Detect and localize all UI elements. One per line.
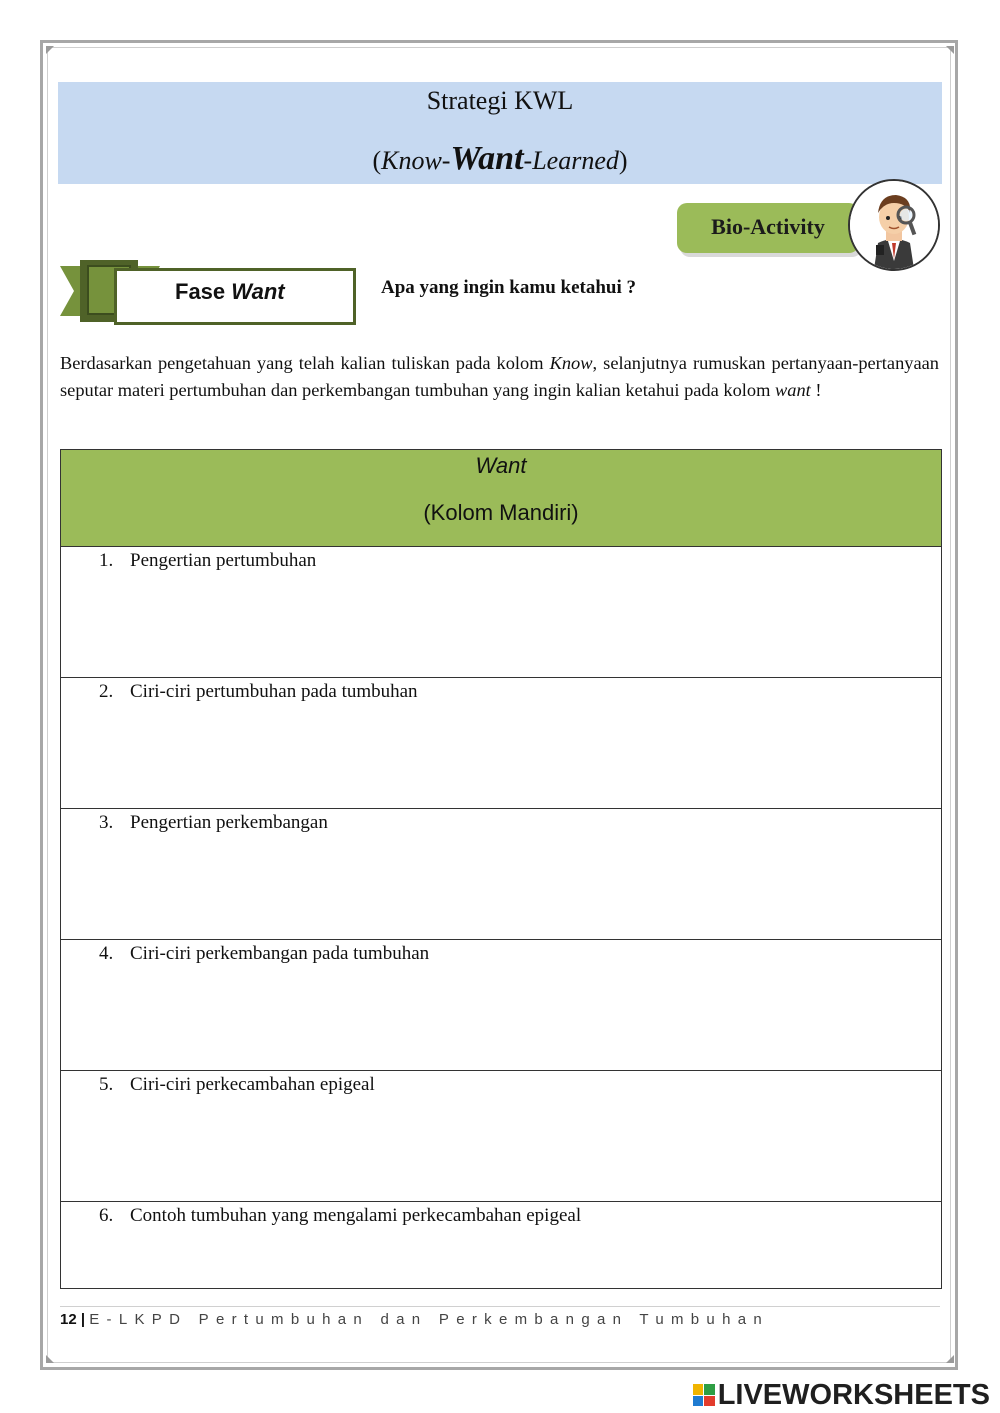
liveworksheets-icon	[693, 1384, 715, 1406]
phase-question: Apa yang ingin kamu ketahui ?	[381, 277, 636, 298]
row-text: Ciri-ciri perkecambahan epigeal	[130, 1074, 375, 1095]
page-title: Strategi KWL	[426, 86, 574, 115]
table-row[interactable]	[61, 678, 941, 809]
title-banner	[58, 82, 942, 184]
row-number: 1.	[99, 550, 114, 571]
corner-ornament	[946, 1355, 954, 1363]
corner-ornament	[946, 46, 954, 54]
footer-divider	[60, 1306, 940, 1307]
footer-title: E-LKPD Pertumbuhan dan Perkembangan Tumbuhan	[89, 1311, 769, 1328]
row-text: Ciri-ciri pertumbuhan pada tumbuhan	[130, 681, 418, 702]
row-number: 3.	[99, 812, 114, 833]
bio-activity-badge	[677, 203, 859, 253]
corner-ornament	[46, 46, 54, 54]
row-number: 6.	[99, 1205, 114, 1226]
bio-activity-label: Bio-Activity	[711, 214, 825, 239]
scientist-avatar-icon	[848, 179, 940, 271]
want-table	[60, 449, 942, 1289]
instruction-paragraph: Berdasarkan pengetahuan yang telah kalian tuliskan pada kolom Know, selanjutnya rumuskan pertanyaan-pertanyaan seputar materi pertumbuhan dan perkembangan tumbuhan yang ingin kalian ketahui pada kolom want !	[60, 353, 939, 400]
table-row[interactable]	[61, 1071, 941, 1202]
table-row[interactable]	[61, 940, 941, 1071]
corner-ornament	[46, 1355, 54, 1363]
row-text: Ciri-ciri perkembangan pada tumbuhan	[130, 943, 430, 964]
liveworksheets-logo	[693, 1380, 990, 1410]
want-header-title: Want	[475, 453, 527, 478]
row-number: 5.	[99, 1074, 114, 1095]
row-text: Pengertian pertumbuhan	[130, 550, 317, 571]
table-row[interactable]	[61, 547, 941, 678]
table-row[interactable]	[61, 1202, 941, 1288]
page-number: 12	[60, 1311, 77, 1328]
page-footer: 12 | E-LKPD Pertumbuhan dan Perkembangan Tumbuhan	[60, 1311, 769, 1328]
row-number: 4.	[99, 943, 114, 964]
want-table-header	[61, 450, 941, 547]
page-subtitle: (Know-Want-Learned)	[372, 140, 628, 177]
want-header-subtitle: (Kolom Mandiri)	[423, 500, 579, 525]
row-text: Pengertian perkembangan	[130, 812, 328, 833]
row-number: 2.	[99, 681, 114, 702]
row-text: Contoh tumbuhan yang mengalami perkecambahan epigeal	[130, 1205, 582, 1226]
table-row[interactable]	[61, 809, 941, 940]
phase-label: Fase Want	[175, 279, 285, 304]
liveworksheets-wordmark: LIVEWORKSHEETS	[717, 1378, 990, 1411]
